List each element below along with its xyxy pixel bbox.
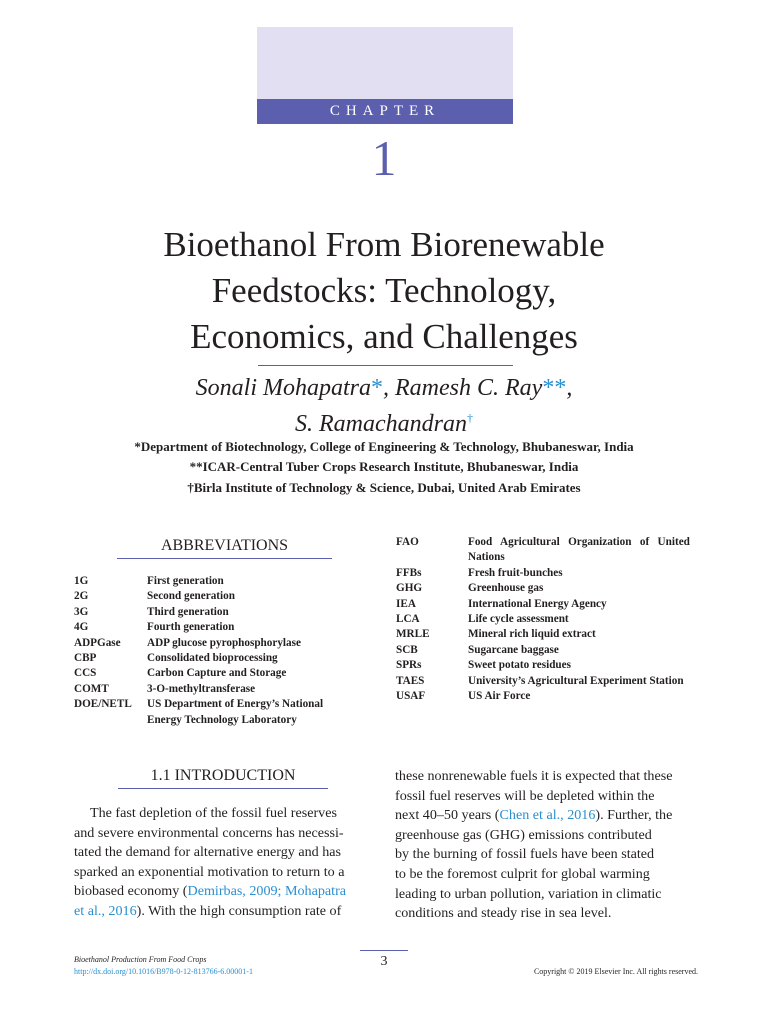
abbreviation-value: Fourth generation (147, 621, 235, 634)
body-text-span: ). With the high consumption rate of (136, 902, 342, 919)
title-divider (258, 365, 513, 366)
abbreviation-key: GHG (396, 582, 423, 595)
abbreviation-value: University’s Agricultural Experiment Station (468, 674, 684, 687)
abbreviation-row (396, 674, 698, 689)
abbreviations-heading: ABBREVIATIONS (160, 537, 289, 554)
abbreviation-row (74, 589, 374, 604)
abbreviation-row (396, 566, 698, 581)
section-divider (118, 788, 328, 789)
copyright-notice: Copyright © 2019 Elsevier Inc. All rights reserved. (533, 967, 698, 976)
abbreviations-list-right (396, 535, 698, 704)
body-text-span: ). Further, the (595, 807, 673, 824)
abbreviation-value: Energy Technology Laboratory (147, 713, 297, 726)
abbreviation-row (74, 651, 374, 666)
body-line (74, 882, 377, 902)
body-line: these nonrenewable fuels it is expected that these (395, 768, 673, 784)
body-line (74, 902, 377, 922)
abbreviation-row (74, 605, 374, 620)
abbreviation-row (74, 620, 374, 635)
abbreviation-value: 3-O-methyltransferase (147, 682, 256, 695)
body-text-span: biobased economy ( (74, 883, 188, 900)
body-line: The fast depletion of the fossil fuel reserves (90, 805, 337, 821)
intro-left-column (74, 804, 377, 922)
abbreviation-row (396, 627, 698, 642)
abbreviation-key: COMT (74, 682, 109, 695)
abbreviation-row (74, 713, 374, 728)
abbreviation-key: CBP (74, 652, 97, 665)
abbreviation-key: USAF (396, 690, 426, 703)
abbreviation-key: SPRs (396, 659, 422, 672)
abbreviation-value: First generation (147, 575, 224, 587)
chapter-number: 1 (371, 130, 397, 186)
abbreviation-row (396, 612, 698, 627)
abbreviation-value: Sweet potato residues (468, 659, 571, 672)
author-name: S. Ramachandran (295, 411, 467, 437)
abbreviation-key: IEA (396, 597, 416, 610)
book-title: Bioethanol Production From Food Crops (74, 955, 207, 964)
abbreviation-row (74, 636, 374, 651)
abbreviation-value: Second generation (147, 590, 235, 603)
abbreviation-key: LCA (396, 613, 420, 626)
body-line: conditions and steady rise in sea level. (395, 905, 612, 922)
abbreviation-row (74, 666, 374, 681)
abbreviation-key: CCS (74, 667, 97, 680)
author-name: Sonali Mohapatra (195, 375, 372, 401)
abbreviations-list-left (74, 574, 374, 728)
abbreviation-key: 4G (74, 621, 89, 634)
author-name: Ramesh C. Ray (395, 375, 543, 401)
citation-link[interactable]: et al., 2016 (74, 902, 137, 919)
body-line: leading to urban pollution, variation in climatic (395, 885, 662, 902)
affiliation: †Birla Institute of Technology & Science, Dubai, United Arab Emirates (187, 480, 581, 495)
abbreviation-key: SCB (396, 643, 418, 656)
abbreviation-row (74, 574, 374, 589)
abbreviations-divider (117, 558, 332, 559)
intro-right-column (395, 767, 698, 924)
abbreviation-value: Sugarcane baggase (468, 643, 559, 656)
title-line: Bioethanol From Biorenewable (163, 225, 605, 264)
abbreviation-value: Fresh fruit-bunches (468, 566, 563, 579)
abbreviation-key: FFBs (396, 566, 422, 579)
body-line: sparked an exponential motivation to return to a (74, 863, 345, 880)
chapter-label: CHAPTER (257, 99, 513, 124)
body-line: by the burning of fossil fuels have been stated (395, 846, 655, 863)
abbreviation-key: 2G (74, 590, 89, 603)
body-line (395, 806, 698, 826)
abbreviation-row (396, 535, 698, 550)
author-list (120, 373, 648, 439)
abbreviation-value: Food Agricultural Organization of United (468, 536, 690, 548)
abbreviation-value: Greenhouse gas (468, 582, 544, 595)
abbreviation-key: TAES (396, 674, 425, 687)
page-number-rule (360, 950, 408, 951)
body-line: greenhouse gas (GHG) emissions contributed (395, 826, 652, 843)
abbreviation-row (396, 550, 698, 565)
abbreviation-value: Carbon Capture and Storage (147, 667, 287, 680)
abbreviation-row (396, 643, 698, 658)
affiliation: **ICAR-Central Tuber Crops Research Institute, Bhubaneswar, India (189, 459, 579, 474)
abbreviation-value: Life cycle assessment (468, 613, 569, 626)
abbreviation-row (396, 597, 698, 612)
section-heading: 1.1 INTRODUCTION (150, 767, 296, 784)
abbreviation-row (396, 581, 698, 596)
abbreviation-key: FAO (396, 536, 419, 548)
abbreviation-key: MRLE (396, 628, 430, 641)
body-text-span: next 40–50 years ( (395, 807, 500, 824)
abbreviation-value: ADP glucose pyrophosphorylase (147, 636, 301, 649)
title-line: Economics, and Challenges (190, 317, 578, 356)
author-mark[interactable]: † (466, 411, 473, 425)
abbreviation-key: 3G (74, 605, 89, 618)
abbreviation-row (74, 697, 374, 712)
abbreviation-value: Third generation (147, 605, 229, 618)
doi-link[interactable]: http://dx.doi.org/10.1016/B978-0-12-813766-6.00001-1 (74, 967, 253, 976)
abbreviation-value: US Air Force (468, 690, 531, 703)
abbreviation-row (396, 689, 698, 704)
affiliation: *Department of Biotechnology, College of Engineering & Technology, Bhubaneswar, India (134, 439, 634, 454)
chapter-title (100, 222, 668, 360)
author-mark[interactable]: ** (542, 375, 567, 401)
abbreviation-value: Mineral rich liquid extract (468, 628, 596, 641)
chapter-band-top (257, 27, 513, 99)
author-separator: , (566, 375, 573, 401)
abbreviation-row (396, 658, 698, 673)
body-line: and severe environmental concerns has necessi- (74, 824, 344, 841)
title-line: Feedstocks: Technology, (211, 271, 557, 310)
citation-link[interactable]: Demirbas, 2009; Mohapatra (187, 883, 347, 900)
abbreviation-value: Nations (468, 551, 505, 564)
body-line: to be the foremost culprit for global warming (395, 865, 650, 882)
citation-link[interactable]: Chen et al., 2016 (499, 807, 596, 824)
abbreviation-value: International Energy Agency (468, 597, 607, 610)
body-line: fossil fuel reserves will be depleted within the (395, 787, 655, 804)
body-line: tated the demand for alternative energy and has (74, 844, 342, 861)
abbreviation-key: ADPGase (74, 636, 121, 649)
abbreviation-row (74, 682, 374, 697)
abbreviation-key: 1G (74, 575, 89, 587)
abbreviation-value: US Department of Energy’s National (147, 698, 324, 711)
author-separator: , (383, 375, 396, 401)
page-number: 3 (380, 954, 388, 969)
abbreviation-key: DOE/NETL (74, 698, 132, 711)
abbreviation-value: Consolidated bioprocessing (147, 652, 278, 665)
author-mark[interactable]: * (371, 375, 384, 401)
